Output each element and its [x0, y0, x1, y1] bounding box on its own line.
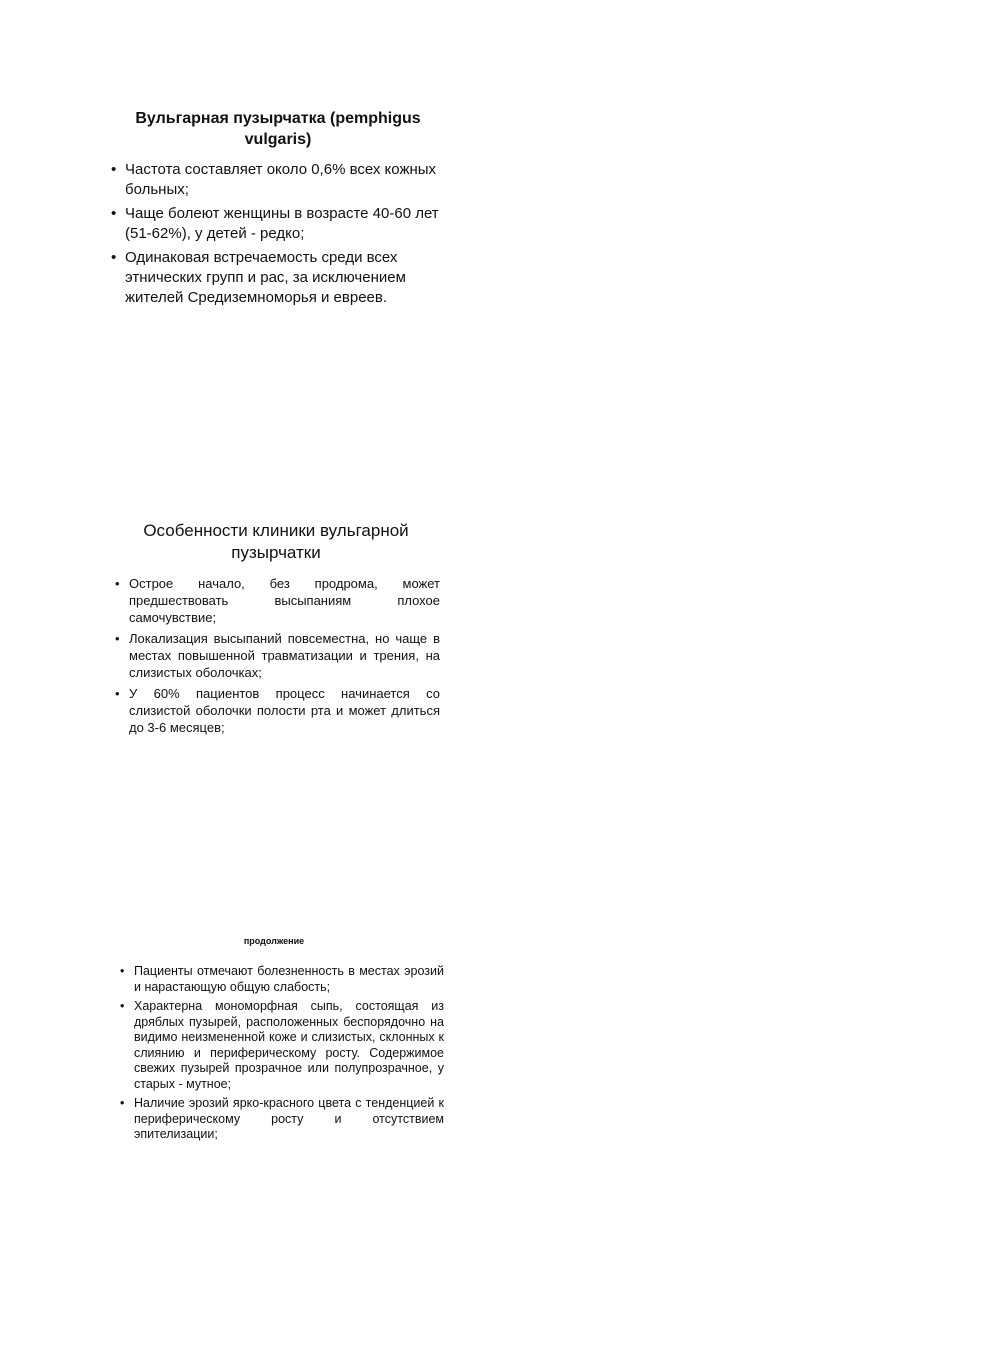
slide-continuation — [118, 935, 444, 1147]
bullet-list — [112, 575, 440, 736]
list-item: • Острое начало, без продрома, может предшествовать высыпаниям плохое самочувствие; — [112, 575, 440, 626]
list-item: • Одинаковая встречаемость среди всех этнических групп и рас, за исключением жителей Средиземноморья и евреев. — [108, 248, 448, 308]
bullet-list — [118, 964, 444, 1143]
slide-title: Особенности клиники вульгарной пузырчатки — [143, 521, 409, 562]
bullet-list — [108, 160, 448, 308]
list-item: • Характерна мономорфная сыпь, состоящая из дряблых пузырей, расположенных беспорядочно на видимо неизмененной коже и слизистых, склонных к слиянию и периферическому росту. Содержимое свежих пузырей прозрачное или полупрозрачное, у старых - мутное; — [118, 999, 444, 1092]
slide-title: Вульгарная пузырчатка (pemphigus vulgaris) — [135, 110, 421, 148]
slide-title: продолжение — [243, 936, 305, 946]
list-item: • Наличие эрозий ярко-красного цвета с тенденцией к периферическому росту и отсутствием эпителизации; — [118, 1096, 444, 1143]
list-item: • Чаще болеют женщины в возрасте 40-60 лет (51-62%), у детей - редко; — [108, 204, 448, 244]
list-item: • Частота составляет около 0,6% всех кожных больных; — [108, 160, 448, 200]
list-item: • У 60% пациентов процесс начинается со слизистой оболочки полости рта и может длиться до 3-6 месяцев; — [112, 685, 440, 736]
list-item: • Локализация высыпаний повсеместна, но чаще в местах повышенной травматизации и трения, на слизистых оболочках; — [112, 630, 440, 681]
slide-clinical-features — [112, 520, 440, 740]
list-item: • Пациенты отмечают болезненность в местах эрозий и нарастающую общую слабость; — [118, 964, 444, 995]
slide-pemphigus-vulgaris — [108, 108, 448, 312]
